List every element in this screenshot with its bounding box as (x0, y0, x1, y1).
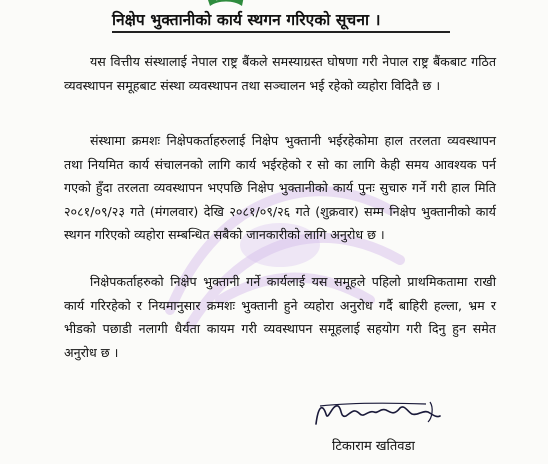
paragraph-suspension: संस्थामा क्रमशः निक्षेपकर्ताहरुलाई निक्षेप भुक्तानी भईरहेकोमा हाल तरलता व्यवस्थापन तथा नियमित कार्य संचालनको लागि कार्य भईरहेको र सो का लागि केही समय आवश्यक पर्न गएको हुँदा तरलता व्यवस्थापन भएपछि निक्षेप भुक्तानीको कार्य पुनः सुचारु गर्ने गरी हाल मिति २०८१/०९/२३ गते (मंगलवार) देखि २०८१/०९/२६ गते (शुक्रवार) सम्म निक्षेप भुक्तानीको कार्य स्थगन गरिएको व्यहोरा सम्बन्धित सबैको जानकारीको लागि अनुरोध छ । (64, 133, 496, 242)
title-underline (112, 31, 450, 33)
notice-title: निक्षेप भुक्तानीको कार्य स्थगन गरिएको सूचना । (112, 11, 381, 29)
paragraph-intro: यस वित्तीय संस्थालाई नेपाल राष्ट्र बैंकले समस्याग्रस्त घोषणा गरी नेपाल राष्ट्र बैंकबाट गठित व्यवस्थापन समूहबाट संस्था व्यवस्थापन तथा सञ्चालन भई रहेको व्यहोरा विदितै छ । (64, 54, 496, 93)
bank-logo-icon (206, 0, 246, 8)
handwritten-signature (308, 394, 448, 434)
paragraph-request: निक्षेपकर्ताहरुको निक्षेप भुक्तानी गर्ने कार्यलाई यस समूहले पहिलो प्राथमिकतामा राखी कार्य गरिरहेको र नियमानुसार क्रमशः भुक्तानी हुने व्यहोरा अनुरोध गर्दै बाहिरी हल्ला, भ्रम र भीडको पछाडी नलागी धैर्यता कायम गरी व्यवस्थापन समूहलाई सहयोग गरी दिनु हुन समेत अनुरोध छ । (64, 274, 496, 360)
signer-name: टिकाराम खतिवडा (332, 439, 415, 454)
